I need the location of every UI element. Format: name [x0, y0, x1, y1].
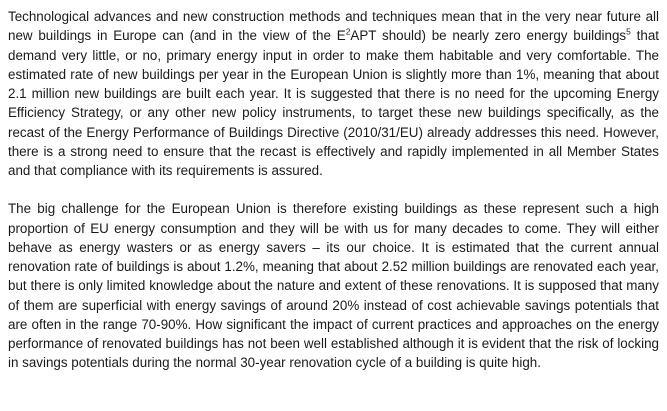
paragraph-1-text-b: APT should) be nearly zero energy buildings [350, 28, 627, 44]
paragraph-1-text-c: that demand very little, or no, primary energy input in order to make them habitable and very comfortable. The estimated rate of new buildings per year in the European Union is slightly more than 1%, meaning that about 2.1 million new buildings are built each year. It is suggested that there is no need for the upcoming Energy Efficiency Strategy, or any other new policy instruments, to target these new buildings specifically, as the recast of the Energy Performance of Buildings Directive (2010/31/EU) already addresses this need. However, there is a strong need to ensure that the recast is effectively and rapidly implemented in all Member States and that compliance with its requirements is assured. [8, 28, 659, 178]
footnote-reference-5[interactable]: 5 [626, 26, 631, 37]
superscript-2: 2 [345, 26, 351, 37]
paragraph-2: The big challenge for the European Union is therefore existing buildings as these represent such a high proportion of EU energy consumption and they will be with us for many decades to come. They will either behave as energy wasters or as energy savers – its our choice. It is estimated that the current annual renovation rate of buildings is about 1.2%, meaning that about 2.52 million buildings are renovated each year, but there is only limited knowledge about the nature and extent of these renovations. It is supposed that many of them are superficial with energy savings of around 20% instead of cost achievable savings potentials that are often in the range 70-90%. How significant the impact of current practices and approaches on the energy performance of renovated buildings has not been well established although it is evident that the risk of locking in savings potentials during the normal 30-year renovation cycle of a building is quite high. [8, 201, 659, 371]
paragraph-1 [8, 7, 659, 180]
document-page [8, 7, 659, 373]
paragraph-1-text-a: Technological advances and new construction methods and techniques mean that in the very near future all new buildings in Europe can (and in the view of the E [8, 9, 659, 44]
